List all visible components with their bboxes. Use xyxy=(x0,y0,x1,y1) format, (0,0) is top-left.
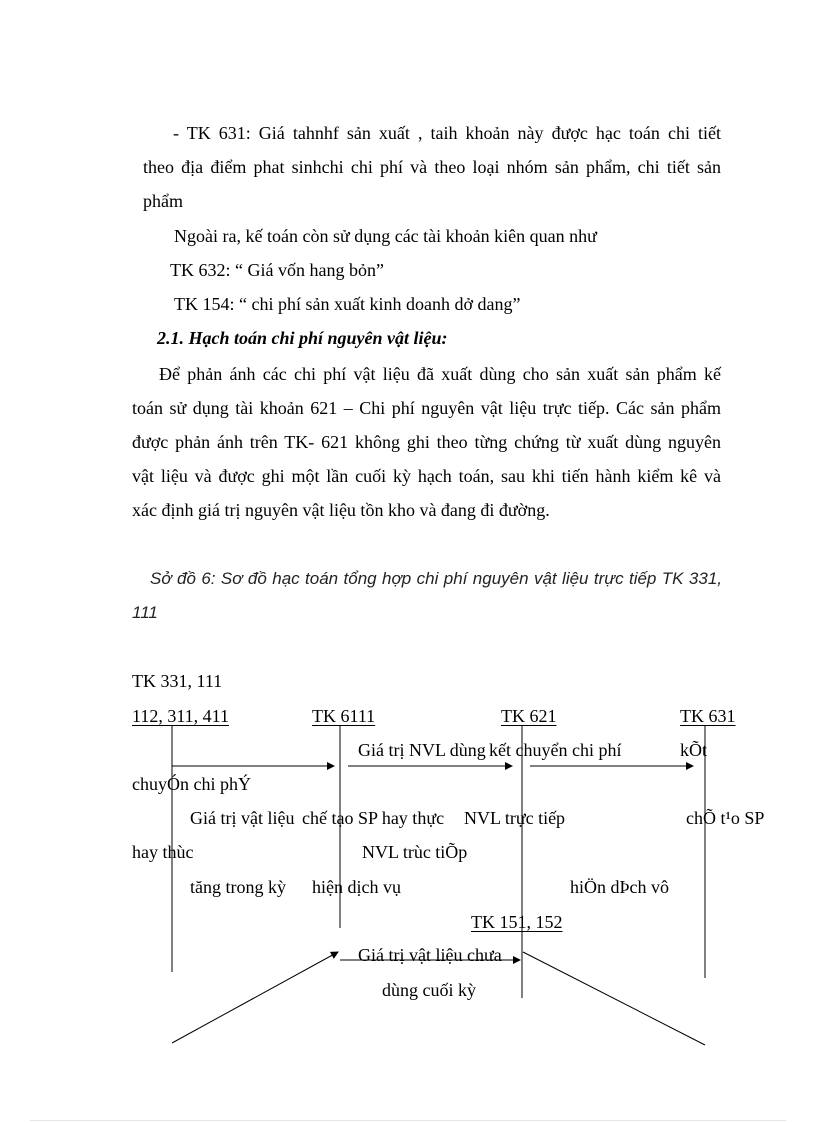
account-tk-6111: TK 6111 xyxy=(312,706,376,726)
label-hay-thuc: hay thùc xyxy=(132,842,194,862)
label-hion-dich-vu: hiÖn dÞch vô xyxy=(570,877,669,897)
tk154-line: TK 154: “ chi phí sản xuất kinh doanh dở dang” xyxy=(174,294,521,314)
body-line-5: xác định giá trị nguyên vật liệu tồn kho và đang đi đường. xyxy=(132,500,550,520)
label-gia-tri-vat-lieu: Giá trị vật liệu xyxy=(190,808,295,828)
diagonal-left xyxy=(172,952,338,1043)
tk631-line-2: theo địa điểm phat sinhchi chi phí và theo loại nhóm sản phẩm, chi tiết sản xyxy=(143,157,721,177)
body-line-1: Để phản ánh các chi phí vật liệu đã xuất dùng cho sản xuất sản phẩm kế xyxy=(159,364,721,384)
tk631-line-3: phẩm xyxy=(143,191,183,211)
diagram-top-label: TK 331, 111 xyxy=(132,671,223,691)
tk631-line-1: - TK 631: Giá tahnhf sản xuất , taih khoản này được hạc toán chi tiết xyxy=(173,123,721,143)
label-nvl-truc-tiep: NVL trực tiếp xyxy=(464,808,566,828)
label-ket-chuyen: kết chuyển chi phí xyxy=(489,740,622,760)
diagonal-right xyxy=(523,952,705,1045)
section-heading: 2.1. Hạch toán chi phí nguyên vật liệu: xyxy=(157,328,448,348)
label-tang-trong-ky: tăng trong kỳ xyxy=(190,877,286,897)
body-line-2: toán sử dụng tài khoản 621 – Chi phí nguyên vật liệu trực tiếp. Các sản phẩm xyxy=(132,398,721,418)
account-tk-621: TK 621 xyxy=(501,706,557,726)
label-gia-tri-nvl: Giá trị NVL dùng xyxy=(358,740,486,760)
label-che-tao: chế tạo SP hay thực xyxy=(302,808,445,828)
label-chuyon-chi-phi: chuyÓn chi phÝ xyxy=(132,774,251,794)
other-accounts-line: Ngoài ra, kế toán còn sử dụng các tài khoản kiên quan như xyxy=(174,226,597,246)
label-hien-dich-vu: hiện dịch vụ xyxy=(312,877,401,897)
body-line-3: được phản ánh trên TK- 621 không ghi theo từng chứng từ xuất dùng nguyên xyxy=(132,432,721,452)
account-tk-151-152: TK 151, 152 xyxy=(471,912,563,932)
label-dung-cuoi-ky: dùng cuối kỳ xyxy=(382,980,476,1000)
label-nvl-truc-tiop: NVL trùc tiÕp xyxy=(362,842,468,862)
label-kot: kÕt xyxy=(680,740,707,760)
tk632-line: TK 632: “ Giá vốn hang bỏn” xyxy=(170,260,384,280)
account-tk-631: TK 631 xyxy=(680,706,736,726)
account-112-311-411: 112, 311, 411 xyxy=(132,706,229,726)
diagram-caption-line-2: 111 xyxy=(132,603,158,622)
body-line-4: vật liệu và được ghi một lần cuối kỳ hạch toán, sau khi tiến hành kiểm kê và xyxy=(132,466,721,486)
diagram-caption-line-1: Sở đồ 6: Sơ đồ hạc toán tổng hợp chi phí nguyên vật liệu trực tiếp TK 331, xyxy=(150,569,722,588)
label-gia-tri-chua: Giá trị vật liệu chưa xyxy=(358,945,502,965)
label-cho-tao-sp: chÕ t¹o SP xyxy=(686,808,765,828)
page-bottom-divider xyxy=(30,1120,786,1121)
